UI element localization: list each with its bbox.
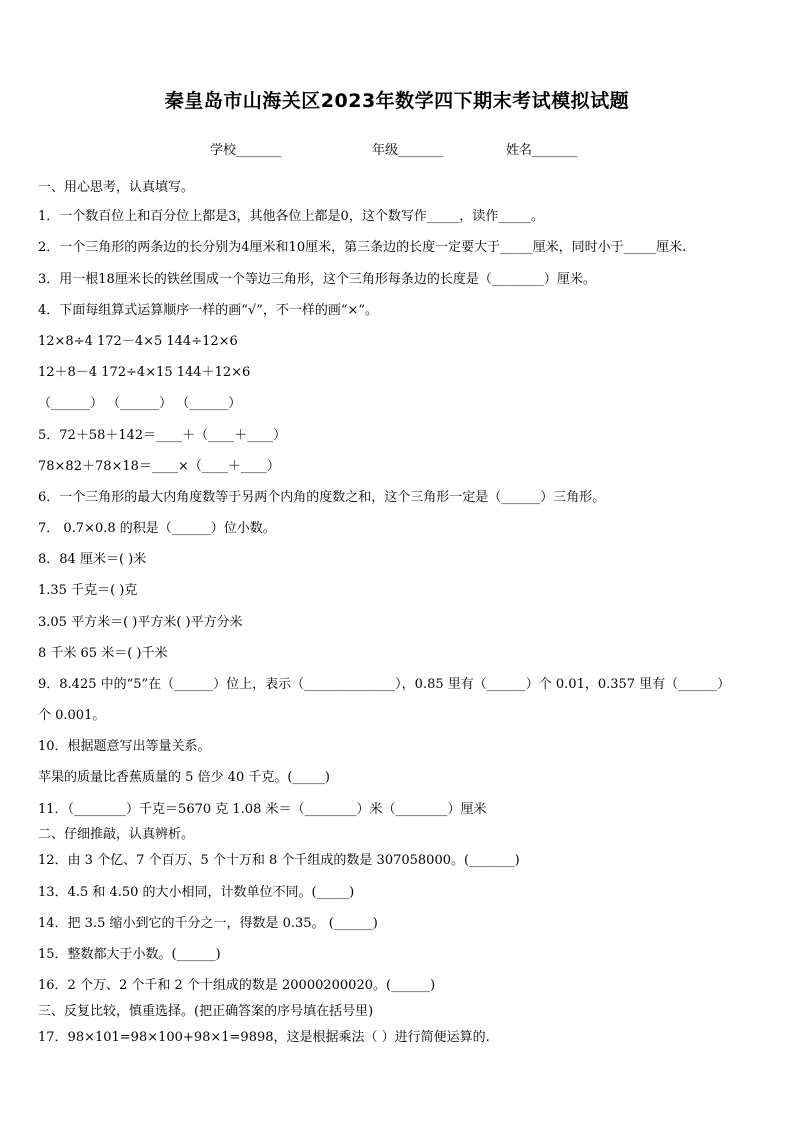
question-9-continued: 个 0.001。 (38, 708, 106, 723)
question-17: 17．98×101=98×100+98×1=9898，这是根据乘法（ ）进行简便运算的. (38, 1030, 490, 1045)
question-10: 10．根据题意写出等量关系。 (38, 739, 211, 754)
name-field: 姓名_______ (506, 143, 578, 158)
school-field: 学校_______ (210, 143, 282, 158)
question-8-part-4: 8 千米 65 米＝( )千米 (38, 646, 168, 661)
question-9: 9．8.425 中的“5”在（______）位上，表示（______________），0.85 里有（______）个 0.01，0.357 里有（______） (38, 677, 731, 692)
question-11: 11．（________）千克＝5670 克 1.08 米＝（________）米（________）厘米 (38, 802, 487, 817)
question-5-part-2: 78×82＋78×18＝____×（____＋____） (38, 459, 280, 474)
exam-title: 秦皇岛市山海关区2023年数学四下期末考试模拟试题 (164, 90, 630, 112)
student-info-row (0, 139, 794, 161)
section-heading-1: 一、用心思考，认真填写。 (38, 180, 195, 195)
question-8-part-2: 1.35 千克＝( )克 (38, 583, 138, 598)
question-15: 15．整数都大于小数。(______) (38, 947, 221, 962)
question-8-part-3: 3.05 平方米＝( )平方米( )平方分米 (38, 615, 243, 630)
question-4-row-1: 12×8÷4 172－4×5 144÷12×6 (38, 334, 238, 349)
question-8: 8．84 厘米＝( )米 (38, 552, 147, 567)
section-heading-3: 三、反复比较，慎重选择。(把正确答案的序号填在括号里) (38, 1004, 374, 1019)
question-2: 2．一个三角形的两条边的长分别为4厘米和10厘米，第三条边的长度一定要大于_____厘米，同时小于_____厘米. (38, 240, 687, 255)
question-16: 16．2 个万、2 个千和 2 个十组成的数是 20000200020。(______) (38, 978, 436, 993)
grade-field: 年级_______ (372, 143, 444, 158)
question-5: 5．72＋58＋142＝____＋（____＋____） (38, 428, 287, 443)
question-10-part-1: 苹果的质量比香蕉质量的 5 倍少 40 千克。(_____) (38, 770, 330, 785)
question-12: 12．由 3 个亿、7 个百万、5 个十万和 8 个千组成的数是 307058000。(_______) (38, 853, 520, 868)
question-14: 14．把 3.5 缩小到它的千分之一，得数是 0.35。 (______) (38, 916, 378, 931)
question-7: 7． 0.7×0.8 的积是（______）位小数。 (38, 521, 276, 536)
section-heading-2: 二、仔细推敲，认真辨析。 (38, 827, 195, 842)
question-4: 4．下面每组算式运算顺序一样的画“√”，不一样的画“×”。 (38, 303, 379, 318)
question-6: 6．一个三角形的最大内角度数等于另两个内角的度数之和，这个三角形一定是（______）三角形。 (38, 490, 606, 505)
question-4-answers: （______） （______） （______） (38, 396, 242, 411)
question-4-row-2: 12＋8－4 172÷4×15 144＋12×6 (38, 365, 251, 380)
question-1: 1．一个数百位上和百分位上都是3，其他各位上都是0，这个数写作_____，读作_____。 (38, 209, 544, 224)
question-3: 3．用一根18厘米长的铁丝围成一个等边三角形，这个三角形每条边的长度是（________）厘米。 (38, 272, 596, 287)
question-13: 13．4.5 和 4.50 的大小相同，计数单位不同。(_____) (38, 885, 355, 900)
